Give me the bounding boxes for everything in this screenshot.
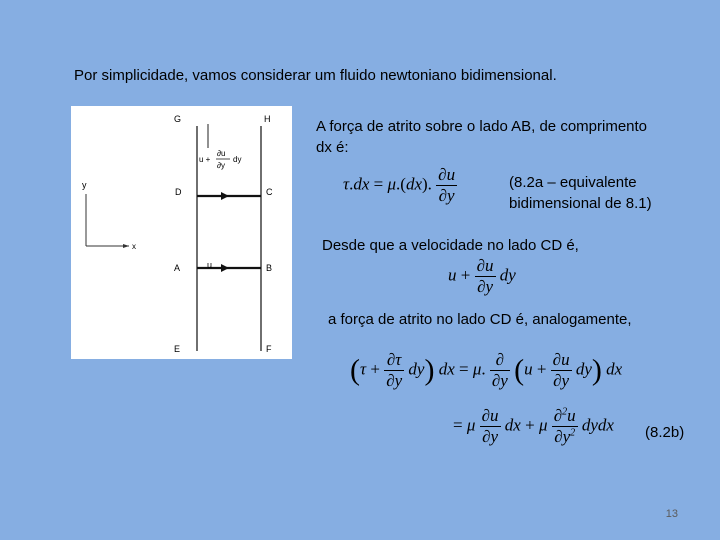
equation-8-2b-line2: = μ $\frac{\partial u}{\partial y}$ dx + μ $\frac{\partial^2u}{\partial y^2}$ dydx — [453, 406, 614, 446]
slide-title: Por simplicidade, vamos considerar um fluido newtoniano bidimensional. — [74, 67, 557, 84]
label-e: E — [174, 344, 181, 354]
eq-8-2a-label-line2: bidimensional de 8.1) — [509, 195, 652, 212]
slide-number: 13 — [665, 508, 678, 520]
velocity-cd-den: ∂y — [217, 161, 225, 170]
element-diagram — [71, 106, 292, 359]
para2-text: Desde que a velocidade no lado CD é, — [322, 237, 579, 254]
eq-8-2b-label: (8.2b) — [645, 424, 685, 441]
label-h: H — [264, 114, 271, 124]
velocity-cd-num: ∂u — [217, 149, 226, 158]
equation-velocity-cd: u + $\frac{\partial u}{\partial y}$ dy — [448, 256, 516, 296]
eq-8-2a-label-line1: (8.2a – equivalente — [509, 174, 637, 191]
arrow-cd-icon — [221, 192, 229, 200]
x-axis-arrow-icon — [123, 244, 129, 248]
axis-y-label: y — [82, 180, 87, 190]
label-g: G — [174, 114, 182, 124]
label-b: B — [266, 263, 273, 273]
para1-line1: A força de atrito sobre o lado AB, de comprimento — [316, 118, 648, 135]
velocity-ab-label: u — [207, 260, 213, 270]
velocity-cd-suffix: dy — [233, 155, 242, 164]
equation-8-2a: τ.dx = μ.(dx). $\frac{\partial u}{\partial y}$ — [343, 165, 456, 205]
equation-8-2b-line1: (τ + $\frac{\partial\tau}{\partial y}$ dy) dx = μ. $\frac{\partial}{\partial y}$ (u + $\frac{\partial u}{\partial y}$ dy) dx — [350, 350, 623, 390]
label-c: C — [266, 187, 273, 197]
para3-text: a força de atrito no lado CD é, analogamente, — [328, 311, 632, 328]
arrow-ab-icon — [221, 264, 229, 272]
para1-line2: dx é: — [316, 139, 349, 156]
label-d: D — [175, 187, 182, 197]
label-a: A — [174, 263, 181, 273]
axis-x-label: x — [132, 242, 136, 251]
velocity-cd-prefix: u + — [199, 155, 211, 164]
label-f: F — [266, 344, 272, 354]
